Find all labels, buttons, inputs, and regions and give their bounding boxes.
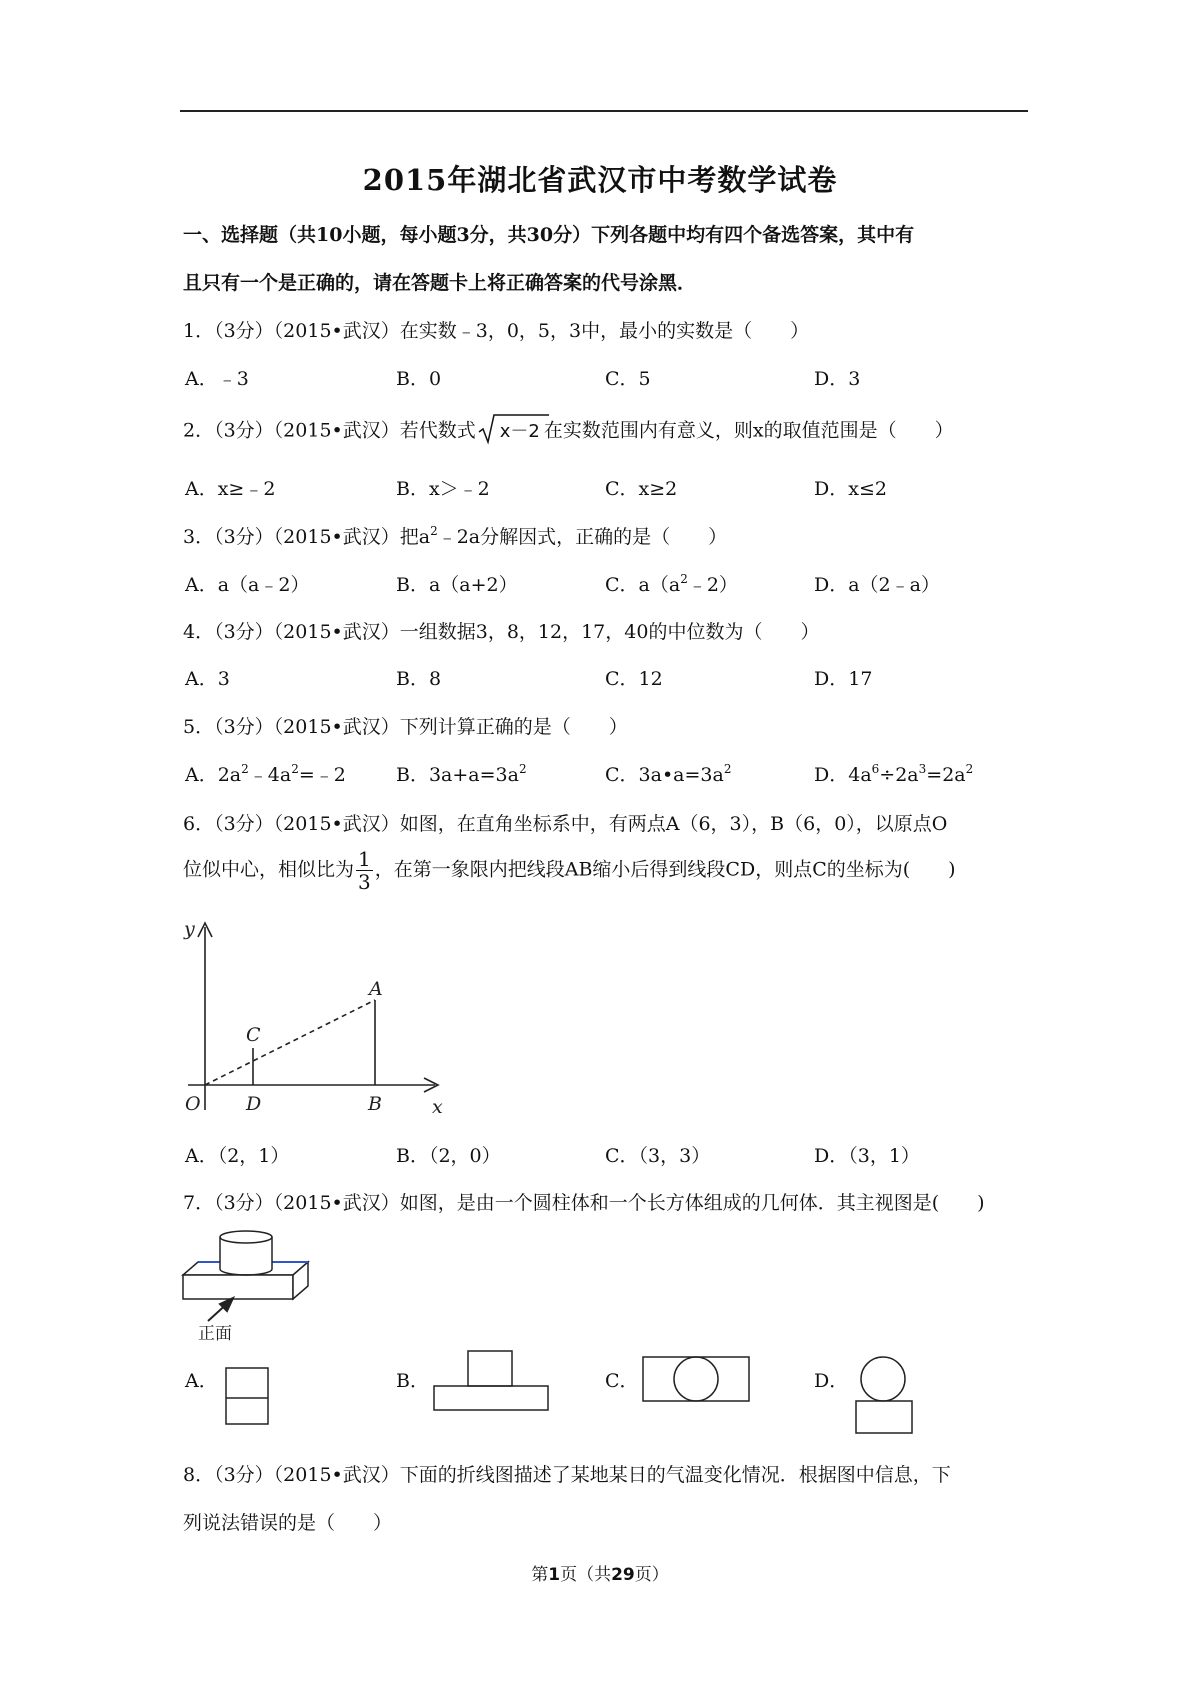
- label-b: B: [368, 1093, 382, 1115]
- fraction-one-third: [356, 848, 373, 893]
- q4-option-b: B．8: [396, 668, 442, 690]
- q4-option-a: A．3: [185, 668, 230, 690]
- q3-stem-post: ﹣2a分解因式，正确的是（ ）: [437, 526, 728, 548]
- q7-option-a: A．: [185, 1370, 218, 1392]
- q7-option-b-shape: [432, 1349, 552, 1414]
- label-d: D: [246, 1093, 262, 1115]
- question-7-stem: 7．（3分）（2015•武汉）如图，是由一个圆柱体和一个长方体组成的几何体．其主视图是( ): [183, 1192, 985, 1214]
- q2-option-d: D．x≤2: [814, 478, 887, 500]
- question-5-stem: 5．（3分）（2015•武汉）下列计算正确的是（ ）: [183, 716, 628, 738]
- q3-stem-sup: 2: [430, 524, 438, 538]
- section-instructions-line2: 且只有一个是正确的，请在答题卡上将正确答案的代号涂黑．: [183, 272, 697, 294]
- q5-option-b: [396, 760, 527, 787]
- question-4-stem: 4．（3分）（2015•武汉）一组数据3，8，12，17，40的中位数为（ ）: [183, 621, 820, 643]
- q5-b-sup: 2: [518, 762, 527, 776]
- q1-option-d: D．3: [814, 368, 861, 390]
- q5-a-part: =﹣2: [298, 764, 346, 786]
- q2-radicand: x－2: [499, 420, 540, 442]
- fraction-numerator: 1: [358, 847, 371, 871]
- q7-option-c: C．: [605, 1370, 639, 1392]
- q6-line2-pre: 位似中心，相似比为: [183, 858, 355, 881]
- footer-post: 页）: [634, 1565, 669, 1585]
- q3-c-pre: C．a（a: [605, 574, 681, 596]
- question-1-stem: 1．（3分）（2015•武汉）在实数﹣3，0，5，3中，最小的实数是（ ）: [183, 320, 810, 342]
- q5-option-d: [814, 760, 973, 787]
- q4-option-c: C．12: [605, 668, 663, 690]
- q6-line2-post: ，在第一象限内把线段AB缩小后得到线段CD，则点C的坐标为( ): [374, 858, 956, 881]
- fraction-denominator: 3: [358, 870, 371, 894]
- q3-option-c: [605, 570, 738, 597]
- header-rule: [180, 110, 1028, 112]
- question-8-stem-line2: 列说法错误的是（ ）: [183, 1512, 393, 1534]
- question-2-stem: [183, 413, 954, 450]
- q2-option-b: B．x＞﹣2: [396, 478, 490, 500]
- q5-a-part: A．2a: [185, 764, 242, 786]
- q5-d-sup: 2: [965, 762, 974, 776]
- q5-a-sup: 2: [291, 762, 299, 776]
- label-o: O: [185, 1093, 201, 1115]
- q7-option-d: D．: [814, 1370, 849, 1392]
- footer-total-pages: 29: [611, 1565, 635, 1585]
- dashed-line-oa: [205, 1000, 375, 1085]
- q5-c-part: C．3a•a=3a: [605, 764, 724, 786]
- q2-option-c: C．x≥2: [605, 478, 678, 500]
- q6-option-c: C．（3，3）: [605, 1145, 711, 1167]
- q5-option-c: [605, 760, 731, 787]
- cylinder-top: [220, 1231, 272, 1243]
- q5-option-a: [185, 760, 346, 787]
- q3-stem-pre: 3．（3分）（2015•武汉）把a: [183, 526, 431, 548]
- q3-option-d: D．a（2﹣a）: [814, 574, 940, 596]
- q7-option-a-shape: [224, 1366, 274, 1428]
- page-footer: [0, 1560, 1200, 1585]
- q5-d-part: =2a: [926, 764, 966, 786]
- front-view-label: 正面: [198, 1324, 232, 1344]
- q2-stem-pre: 2．（3分）（2015•武汉）若代数式: [183, 419, 476, 442]
- question-8-stem-line1: 8．（3分）（2015•武汉）下面的折线图描述了某地某日的气温变化情况．根据图中信息，下: [183, 1464, 951, 1486]
- q7-option-b: B．: [396, 1370, 429, 1392]
- q2-option-a: A．x≥﹣2: [185, 478, 276, 500]
- q7-option-d-shape: [852, 1355, 918, 1437]
- q6-option-b: B．（2，0）: [396, 1145, 501, 1167]
- q5-a-sup: 2: [241, 762, 249, 776]
- q5-d-sup: 6: [871, 762, 880, 776]
- label-c: C: [246, 1024, 261, 1046]
- label-x: x: [432, 1096, 443, 1115]
- q1-option-b: B．0: [396, 368, 442, 390]
- q5-d-sup: 3: [918, 762, 927, 776]
- q4-option-d: D．17: [814, 668, 873, 690]
- label-y: y: [184, 918, 195, 940]
- q5-b-part: B．3a+a=3a: [396, 764, 519, 786]
- q3-c-post: ﹣2）: [687, 574, 738, 596]
- q5-c-sup: 2: [723, 762, 732, 776]
- section-instructions-line1: 一、选择题（共10小题，每小题3分，共30分）下列各题中均有四个备选答案，其中有: [183, 224, 915, 246]
- question-6-stem-line2: [183, 848, 956, 893]
- q2-stem-post: 在实数范围内有意义，则x的取值范围是（ ）: [543, 419, 954, 442]
- question-6-stem-line1: 6．（3分）（2015•武汉）如图，在直角坐标系中，有两点A（6，3），B（6，0），以原点O: [183, 813, 948, 835]
- q6-option-a: A．（2，1）: [185, 1145, 290, 1167]
- q5-d-part: ÷2a: [879, 764, 919, 786]
- footer-mid: 页（共: [560, 1565, 612, 1585]
- footer-pre: 第: [531, 1565, 549, 1585]
- q3-option-a: A．a（a﹣2）: [185, 574, 310, 596]
- q1-option-c: C．5: [605, 368, 651, 390]
- q5-d-part: D．4a: [814, 764, 872, 786]
- solid-figure: [178, 1225, 318, 1345]
- q3-option-b: B．a（a+2）: [396, 574, 518, 596]
- coordinate-figure: [180, 915, 450, 1115]
- q3-c-sup: 2: [680, 572, 688, 586]
- footer-page-number: 1: [548, 1565, 561, 1585]
- page-title: 2015年湖北省武汉市中考数学试卷: [362, 163, 838, 197]
- q7-option-c-shape: [641, 1355, 753, 1405]
- q1-option-a: A．﹣3: [185, 368, 249, 390]
- q5-a-part: ﹣4a: [248, 764, 292, 786]
- label-a: A: [369, 978, 383, 1000]
- q6-option-d: D．（3，1）: [814, 1145, 920, 1167]
- box-front-face: [183, 1275, 293, 1299]
- question-3-stem: [183, 522, 727, 549]
